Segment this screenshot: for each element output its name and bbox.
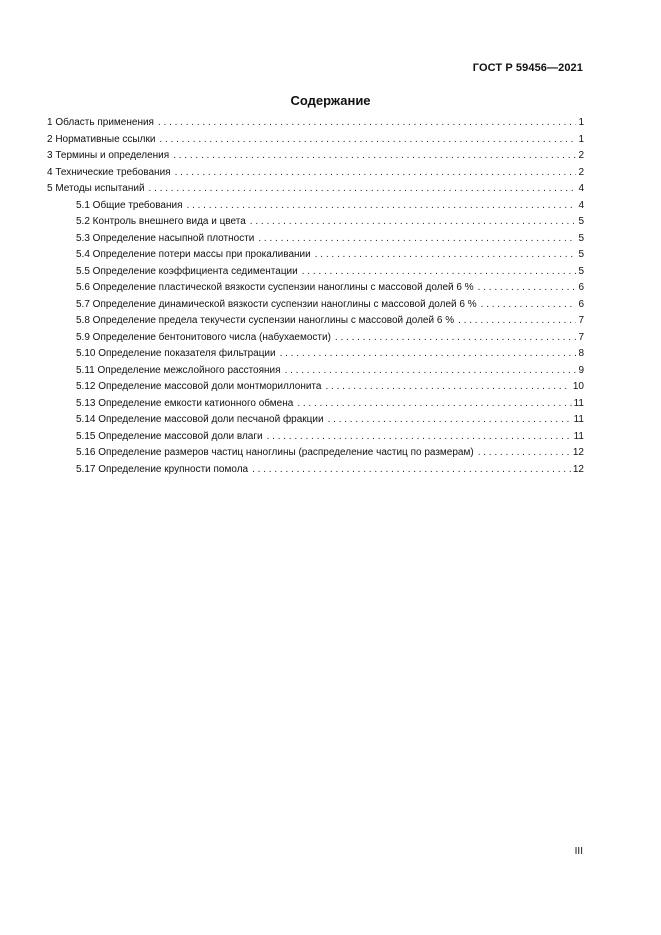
toc-entry-label: 5.17 Определение крупности помола — [76, 463, 249, 475]
dot-leader — [175, 165, 577, 182]
page-number: III — [574, 846, 583, 857]
table-of-contents — [47, 115, 584, 478]
toc-entry-page: 5 — [578, 249, 584, 260]
toc-entry-label: 5.11 Определение межслойного расстояния — [76, 364, 281, 376]
dot-leader — [173, 148, 576, 165]
toc-entry-label: 5.12 Определение массовой доли монтмориллонита — [76, 381, 322, 392]
toc-entry-label: 4 Технические требования — [47, 166, 171, 178]
toc-entry-page: 7 — [578, 331, 584, 343]
toc-entry-page: 5 — [578, 232, 584, 244]
toc-entry-page: 1 — [578, 117, 584, 128]
toc-entry-label: 5.10 Определение показателя фильтрации — [76, 348, 276, 359]
document-code: ГОСТ Р 59456—2021 — [472, 62, 583, 74]
toc-entry-page: 5 — [578, 216, 584, 227]
toc-entry[interactable] — [47, 181, 584, 198]
dot-leader — [149, 181, 577, 198]
toc-entry-label: 5.14 Определение массовой доли песчаной фракции — [76, 414, 324, 425]
toc-entry-label: 5.3 Определение насыпной плотности — [76, 232, 255, 244]
toc-entry-page: 12 — [572, 447, 584, 458]
toc-subentry[interactable] — [47, 214, 584, 231]
toc-entry-label: 5.9 Определение бентонитового числа (набухаемости) — [76, 331, 331, 343]
toc-subentry[interactable] — [47, 412, 584, 429]
toc-entry-page: 11 — [573, 397, 584, 409]
toc-subentry[interactable] — [47, 445, 584, 462]
dot-leader — [285, 363, 577, 380]
toc-entry-label: 5.5 Определение коэффициента седиментации — [76, 265, 298, 277]
toc-entry[interactable] — [47, 115, 584, 132]
dot-leader — [335, 330, 577, 347]
toc-entry-page: 5 — [578, 265, 584, 277]
toc-entry-page: 1 — [578, 133, 584, 145]
toc-subentry[interactable] — [47, 313, 584, 330]
toc-entry-page: 6 — [578, 282, 584, 293]
toc-entry-page: 10 — [572, 381, 584, 392]
dot-leader — [325, 379, 570, 396]
toc-entry-page: 8 — [578, 348, 584, 359]
dot-leader — [250, 214, 577, 231]
toc-subentry[interactable] — [47, 396, 584, 413]
toc-entry-label: 3 Термины и определения — [47, 150, 170, 161]
toc-entry-label: 2 Нормативные ссылки — [47, 133, 156, 145]
dot-leader — [267, 429, 572, 446]
toc-title: Содержание — [290, 93, 371, 108]
toc-entry-label: 5.1 Общие требования — [76, 199, 183, 211]
dot-leader — [280, 346, 577, 363]
toc-entry-page: 9 — [578, 364, 584, 376]
dot-leader — [187, 198, 577, 215]
toc-subentry[interactable] — [47, 379, 584, 396]
toc-entry-label: 1 Область применения — [47, 117, 154, 128]
toc-subentry[interactable] — [47, 280, 584, 297]
dot-leader — [478, 280, 577, 297]
dot-leader — [315, 247, 577, 264]
dot-leader — [328, 412, 572, 429]
toc-entry-page: 11 — [573, 414, 584, 425]
toc-entry-label: 5.16 Определение размеров частиц наноглины (распределение частиц по размерам) — [76, 447, 474, 458]
toc-entry[interactable] — [47, 132, 584, 149]
toc-entry-page: 4 — [578, 199, 584, 211]
toc-entry-page: 6 — [578, 298, 584, 310]
toc-entry-page: 2 — [578, 150, 584, 161]
dot-leader — [481, 297, 577, 314]
toc-entry-page: 2 — [578, 166, 584, 178]
toc-entry-label: 5.13 Определение емкости катионного обмена — [76, 397, 294, 409]
dot-leader — [302, 264, 577, 281]
toc-entry-label: 5.6 Определение пластической вязкости суспензии наноглины с массовой долей 6 % — [76, 282, 474, 293]
dot-leader — [252, 462, 571, 479]
toc-entry-label: 5.4 Определение потери массы при прокаливании — [76, 249, 311, 260]
dot-leader — [258, 231, 576, 248]
toc-entry-page: 12 — [572, 463, 584, 475]
toc-subentry[interactable] — [47, 346, 584, 363]
toc-entry[interactable] — [47, 148, 584, 165]
dot-leader — [159, 132, 576, 149]
toc-entry-label: 5.7 Определение динамической вязкости суспензии наноглины с массовой долей 6 % — [76, 298, 477, 310]
dot-leader — [158, 115, 576, 132]
toc-subentry[interactable] — [47, 198, 584, 215]
toc-subentry[interactable] — [47, 330, 584, 347]
toc-subentry[interactable] — [47, 363, 584, 380]
toc-entry-label: 5 Методы испытаний — [47, 183, 145, 194]
toc-subentry[interactable] — [47, 429, 584, 446]
toc-subentry[interactable] — [47, 231, 584, 248]
dot-leader — [478, 445, 571, 462]
toc-entry-label: 5.2 Контроль внешнего вида и цвета — [76, 216, 246, 227]
toc-subentry[interactable] — [47, 264, 584, 281]
toc-entry-page: 4 — [578, 183, 584, 194]
dot-leader — [458, 313, 576, 330]
toc-entry-page: 7 — [578, 315, 584, 326]
toc-subentry[interactable] — [47, 462, 584, 479]
toc-entry-page: 11 — [573, 430, 584, 442]
toc-entry-label: 5.15 Определение массовой доли влаги — [76, 430, 263, 442]
toc-entry[interactable] — [47, 165, 584, 182]
toc-subentry[interactable] — [47, 247, 584, 264]
toc-entry-label: 5.8 Определение предела текучести суспензии наноглины с массовой долей 6 % — [76, 315, 455, 326]
toc-subentry[interactable] — [47, 297, 584, 314]
dot-leader — [297, 396, 571, 413]
